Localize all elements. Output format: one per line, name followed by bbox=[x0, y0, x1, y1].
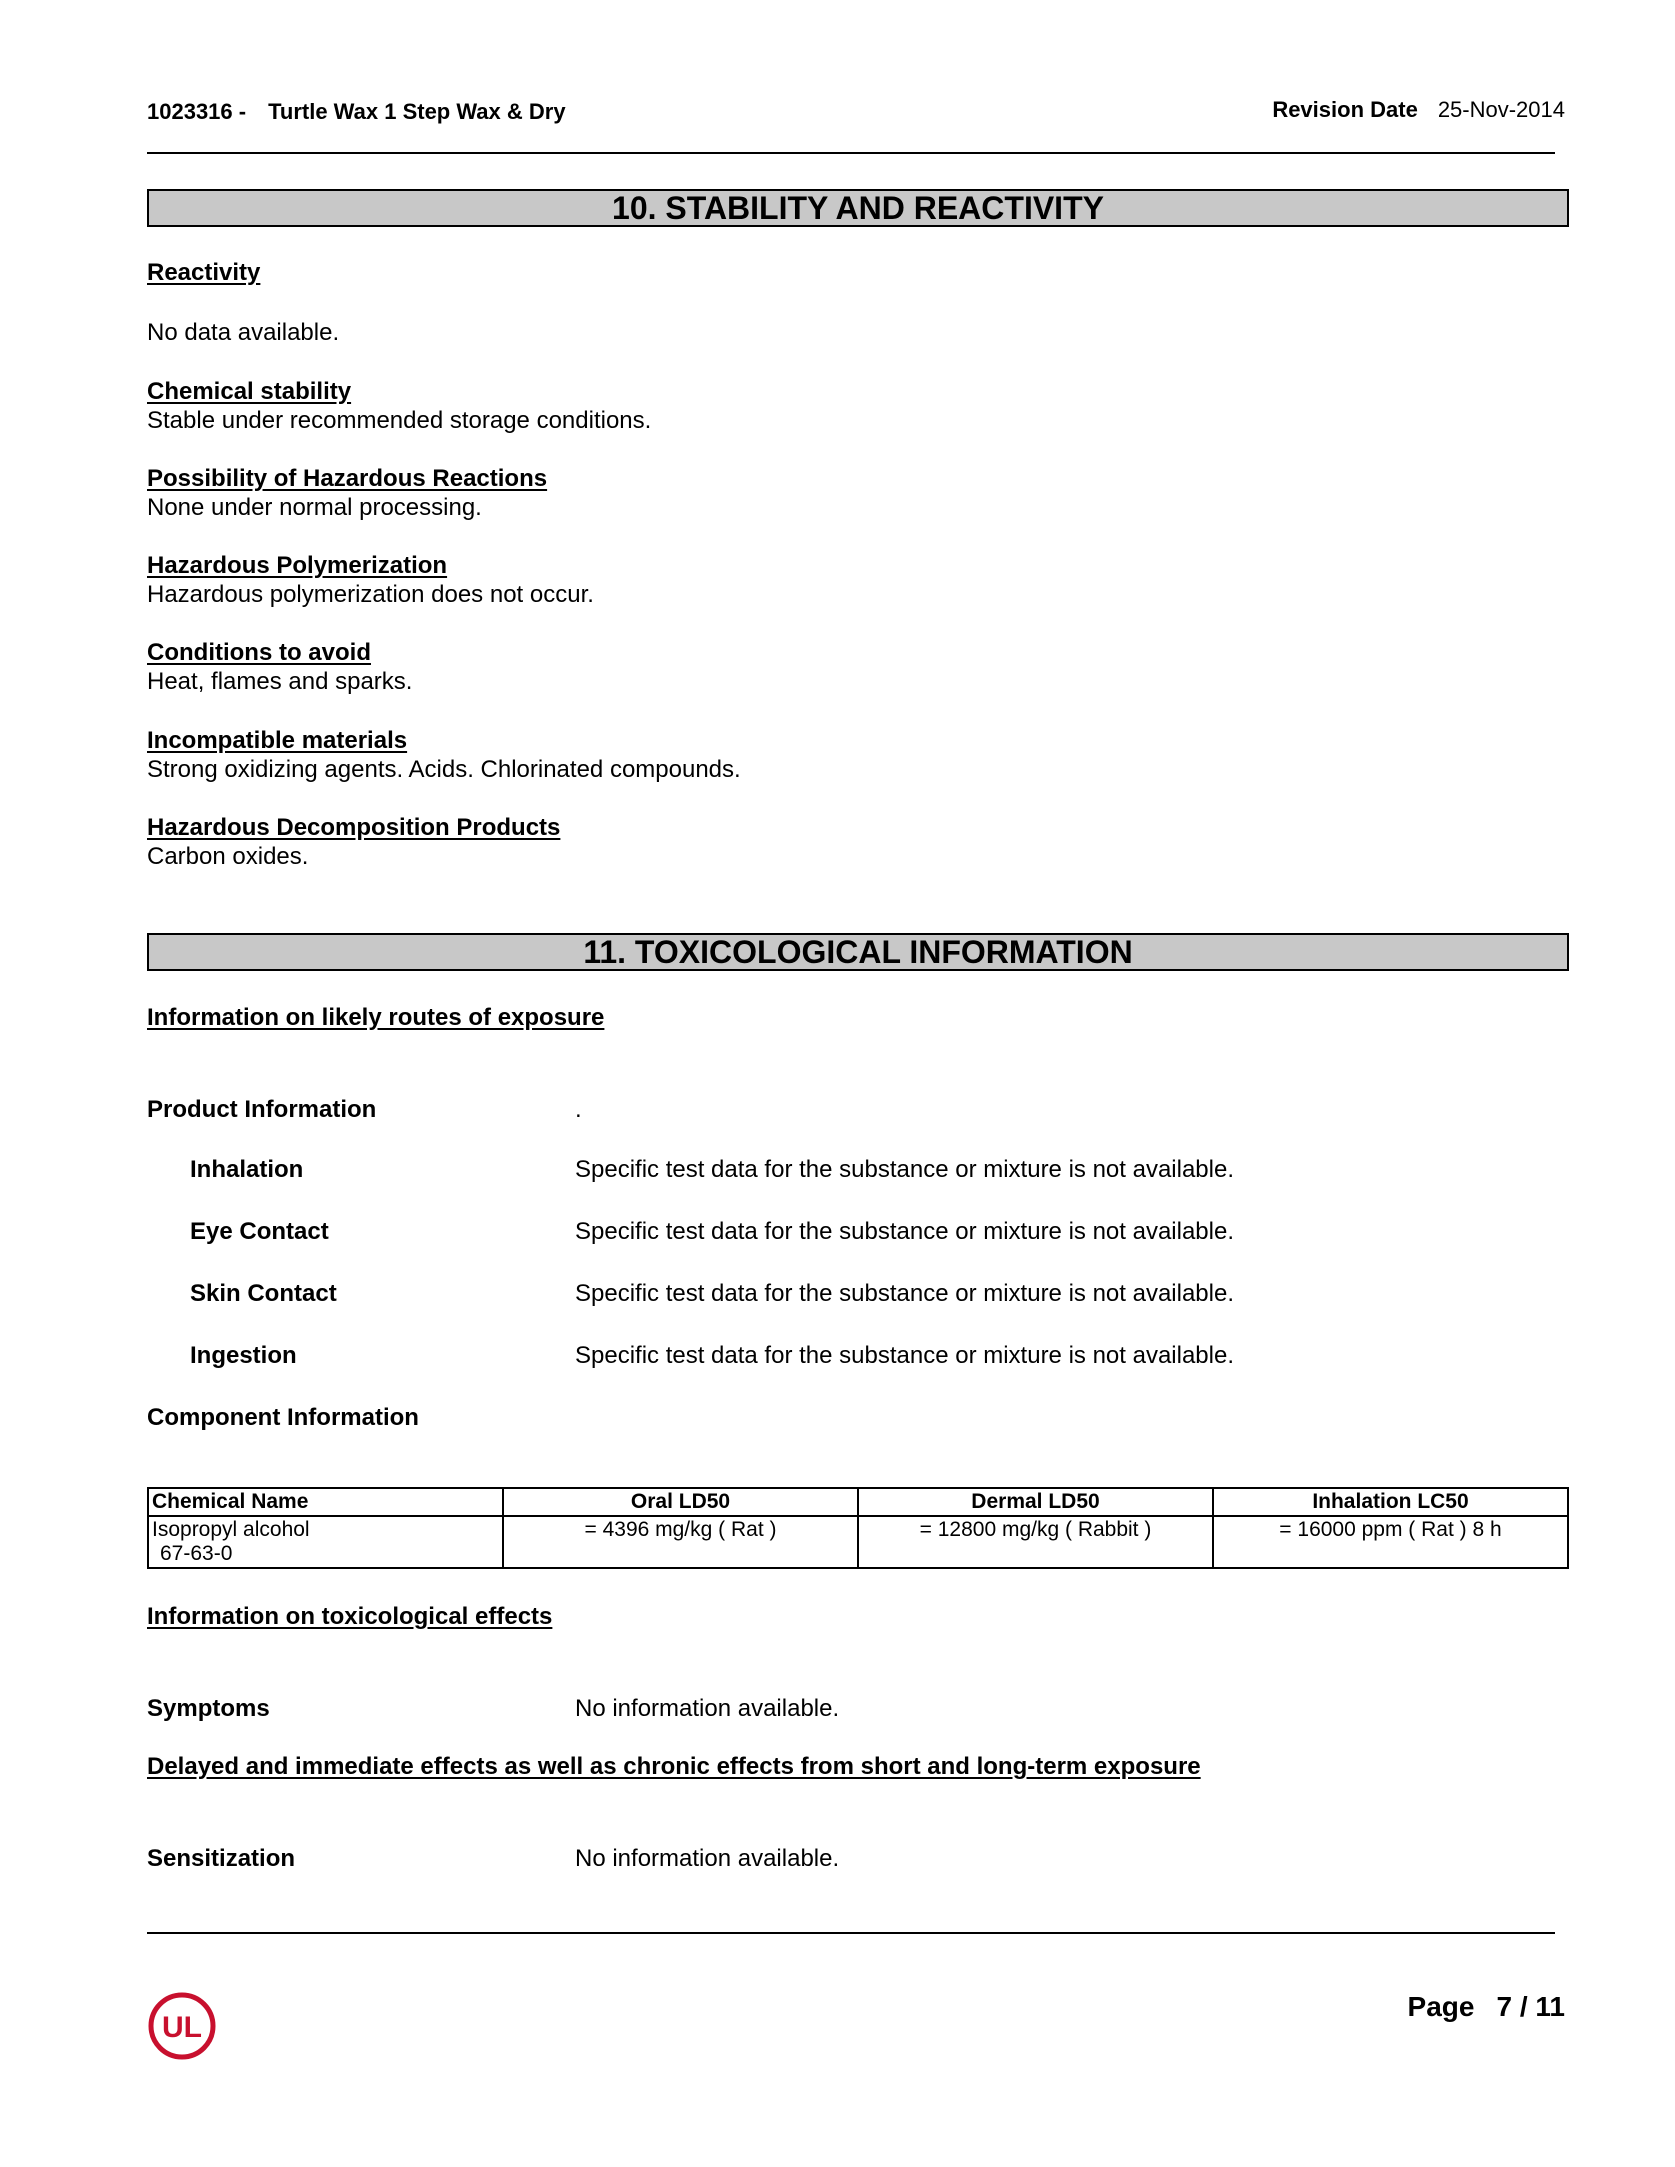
eye-contact-value: Specific test data for the substance or mixture is not available. bbox=[575, 1218, 1235, 1245]
revision-info bbox=[1272, 97, 1565, 123]
sensitization-label: Sensitization bbox=[147, 1845, 296, 1872]
dermal-ld50-value: = 12800 mg/kg ( Rabbit ) bbox=[858, 1516, 1213, 1568]
cas-number: 67-63-0 bbox=[160, 1542, 233, 1565]
inhalation-lc50-value: = 16000 ppm ( Rat ) 8 h bbox=[1213, 1516, 1568, 1568]
ul-logo-text: UL bbox=[162, 2011, 202, 2044]
col-oral-ld50: Oral LD50 bbox=[503, 1488, 858, 1516]
revision-date: 25-Nov-2014 bbox=[1437, 97, 1565, 122]
hazardous-reactions-text: None under normal processing. bbox=[147, 494, 482, 521]
inhalation-value: Specific test data for the substance or mixture is not available. bbox=[575, 1156, 1235, 1183]
decomposition-products-heading: Hazardous Decomposition Products bbox=[147, 814, 561, 841]
reactivity-heading: Reactivity bbox=[147, 259, 261, 286]
col-chemical-name: Chemical Name bbox=[148, 1488, 503, 1516]
component-toxicity-table bbox=[147, 1487, 1569, 1569]
product-name: Turtle Wax 1 Step Wax & Dry bbox=[268, 99, 566, 124]
sensitization-value: No information available. bbox=[575, 1845, 840, 1872]
revision-label: Revision Date bbox=[1272, 97, 1418, 122]
page-number: 7 / 11 bbox=[1496, 1991, 1565, 2022]
hazardous-polymerization-heading: Hazardous Polymerization bbox=[147, 552, 448, 579]
routes-of-exposure-heading: Information on likely routes of exposure bbox=[147, 1004, 605, 1031]
conditions-to-avoid-text: Heat, flames and sparks. bbox=[147, 668, 413, 695]
chemical-stability-heading: Chemical stability bbox=[147, 378, 352, 405]
product-code: 1023316 - bbox=[147, 99, 247, 124]
ingestion-label: Ingestion bbox=[190, 1342, 297, 1369]
document-header-left bbox=[147, 99, 566, 125]
inhalation-label: Inhalation bbox=[190, 1156, 304, 1183]
chemical-name: Isopropyl alcohol bbox=[152, 1518, 310, 1541]
chemical-name-cell bbox=[148, 1516, 503, 1568]
delayed-effects-heading: Delayed and immediate effects as well as chronic effects from short and long-term exposure bbox=[147, 1753, 1201, 1780]
col-dermal-ld50: Dermal LD50 bbox=[858, 1488, 1213, 1516]
hazardous-reactions-heading: Possibility of Hazardous Reactions bbox=[147, 465, 548, 492]
hazardous-polymerization-text: Hazardous polymerization does not occur. bbox=[147, 581, 594, 608]
page-label: Page bbox=[1407, 1991, 1475, 2022]
skin-contact-label: Skin Contact bbox=[190, 1280, 337, 1307]
page-indicator bbox=[1408, 1991, 1565, 2023]
skin-contact-value: Specific test data for the substance or mixture is not available. bbox=[575, 1280, 1235, 1307]
eye-contact-label: Eye Contact bbox=[190, 1218, 329, 1245]
decomposition-products-text: Carbon oxides. bbox=[147, 843, 309, 870]
product-information-value: . bbox=[575, 1096, 582, 1123]
chemical-stability-text: Stable under recommended storage conditions. bbox=[147, 407, 652, 434]
incompatible-materials-text: Strong oxidizing agents. Acids. Chlorinated compounds. bbox=[147, 756, 741, 783]
ingestion-value: Specific test data for the substance or mixture is not available. bbox=[575, 1342, 1235, 1369]
reactivity-text: No data available. bbox=[147, 319, 340, 346]
table-row bbox=[148, 1516, 1568, 1568]
section-10-title: 10. STABILITY AND REACTIVITY bbox=[147, 189, 1569, 227]
header-divider bbox=[147, 152, 1555, 154]
section-11-title: 11. TOXICOLOGICAL INFORMATION bbox=[147, 933, 1569, 971]
product-information-label: Product Information bbox=[147, 1096, 377, 1123]
ul-logo-icon bbox=[147, 1991, 217, 2061]
toxicological-effects-heading: Information on toxicological effects bbox=[147, 1603, 553, 1630]
incompatible-materials-heading: Incompatible materials bbox=[147, 727, 408, 754]
symptoms-label: Symptoms bbox=[147, 1695, 270, 1722]
oral-ld50-value: = 4396 mg/kg ( Rat ) bbox=[503, 1516, 858, 1568]
conditions-to-avoid-heading: Conditions to avoid bbox=[147, 639, 371, 666]
footer-divider bbox=[147, 1932, 1555, 1934]
col-inhalation-lc50: Inhalation LC50 bbox=[1213, 1488, 1568, 1516]
component-information-label: Component Information bbox=[147, 1404, 419, 1431]
symptoms-value: No information available. bbox=[575, 1695, 840, 1722]
table-header-row bbox=[148, 1488, 1568, 1516]
